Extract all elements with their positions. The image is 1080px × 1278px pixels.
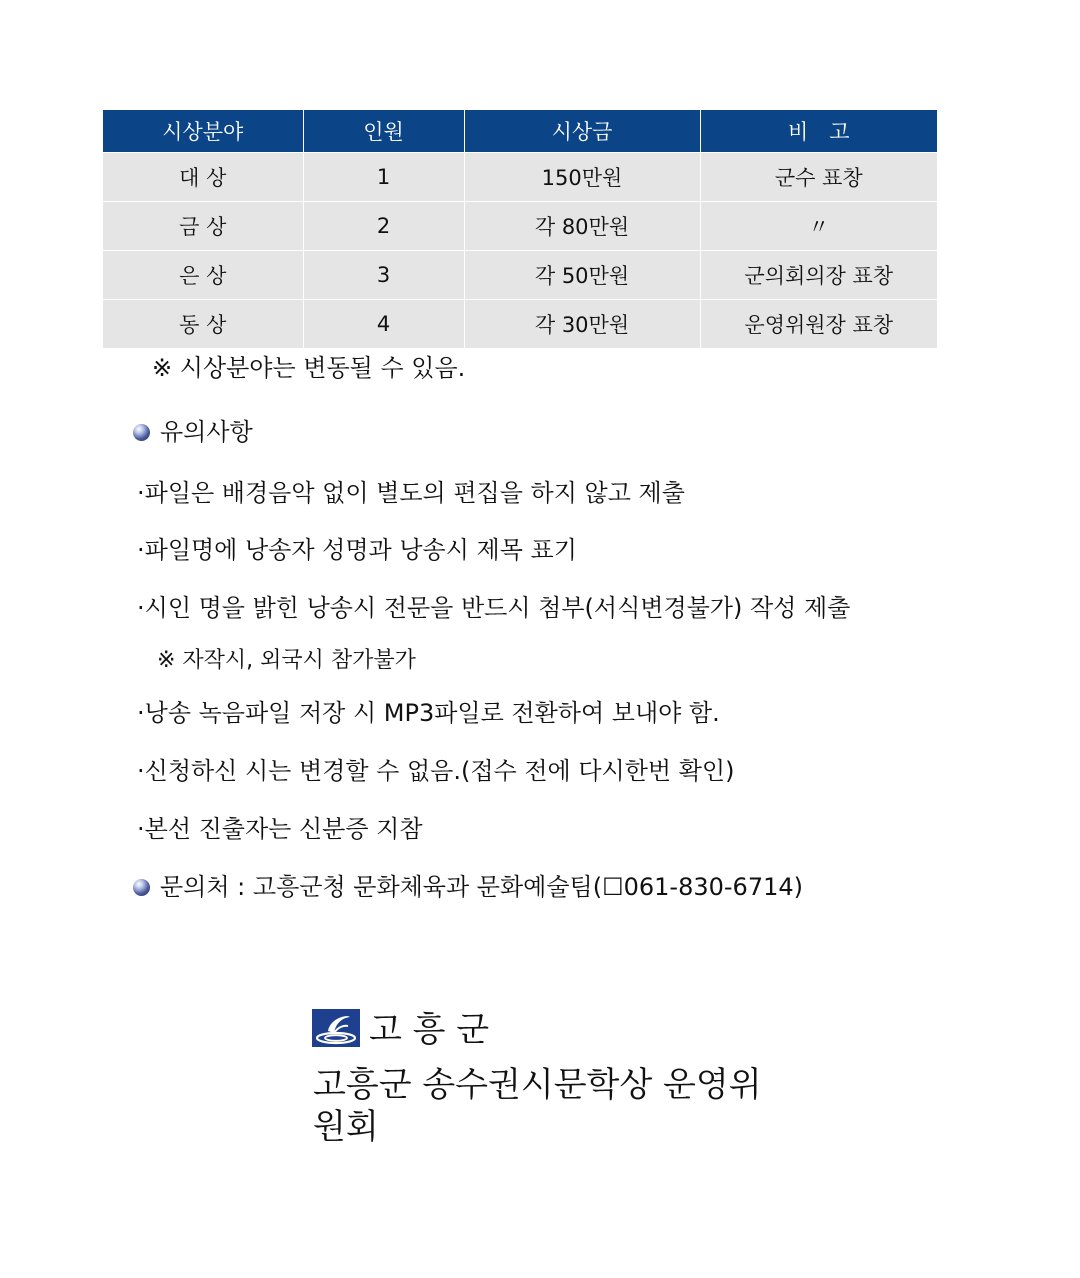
notice-item: ·파일명에 낭송자 성명과 낭송시 제목 표기 bbox=[137, 536, 577, 564]
cell-category: 금 상 bbox=[103, 202, 303, 251]
notice-subnote: ※ 자작시, 외국시 참가불가 bbox=[157, 648, 416, 673]
cell-note: 운영위원장 표창 bbox=[700, 300, 937, 349]
cell-note: 〃 bbox=[700, 202, 937, 251]
contact-info: 문의처 : 고흥군청 문화체육과 문화예술팀(☐061-830-6714) bbox=[160, 873, 803, 901]
table-header-row bbox=[103, 110, 937, 153]
notice-item: ·본선 진출자는 신분증 지참 bbox=[137, 815, 423, 843]
header-note: 비 고 bbox=[700, 110, 937, 153]
header-count: 인원 bbox=[303, 110, 464, 153]
notice-heading: 유의사항 bbox=[160, 418, 253, 446]
notice-item: ·파일은 배경음악 없이 별도의 편집을 하지 않고 제출 bbox=[137, 479, 685, 507]
cell-prize: 각 50만원 bbox=[464, 251, 700, 300]
header-category: 시상분야 bbox=[103, 110, 303, 153]
table-note: ※ 시상분야는 변동될 수 있음. bbox=[152, 354, 466, 382]
award-table bbox=[103, 110, 937, 348]
goheung-logo-icon bbox=[312, 1009, 360, 1047]
bullet-ball-icon bbox=[133, 424, 150, 441]
notice-item: ·시인 명을 밝힌 낭송시 전문을 반드시 첨부(서식변경불가) 작성 제출 bbox=[137, 594, 851, 622]
cell-note: 군수 표창 bbox=[700, 153, 937, 202]
cell-prize: 150만원 bbox=[464, 153, 700, 202]
header-prize: 시상금 bbox=[464, 110, 700, 153]
cell-category: 대 상 bbox=[103, 153, 303, 202]
cell-count: 1 bbox=[303, 153, 464, 202]
cell-count: 4 bbox=[303, 300, 464, 349]
table-row bbox=[103, 300, 937, 349]
table-row bbox=[103, 202, 937, 251]
cell-category: 은 상 bbox=[103, 251, 303, 300]
cell-count: 3 bbox=[303, 251, 464, 300]
table-row bbox=[103, 153, 937, 202]
org-name: 고 흥 군 bbox=[369, 1010, 490, 1050]
bullet-ball-icon bbox=[133, 879, 150, 896]
cell-note: 군의회의장 표창 bbox=[700, 251, 937, 300]
cell-prize: 각 30만원 bbox=[464, 300, 700, 349]
cell-prize: 각 80만원 bbox=[464, 202, 700, 251]
committee-name: 고흥군 송수권시문학상 운영위원회 bbox=[313, 1065, 762, 1147]
table-row bbox=[103, 251, 937, 300]
notice-item: ·신청하신 시는 변경할 수 없음.(접수 전에 다시한번 확인) bbox=[137, 757, 735, 785]
cell-count: 2 bbox=[303, 202, 464, 251]
notice-item: ·낭송 녹음파일 저장 시 MP3파일로 전환하여 보내야 함. bbox=[137, 699, 720, 727]
cell-category: 동 상 bbox=[103, 300, 303, 349]
